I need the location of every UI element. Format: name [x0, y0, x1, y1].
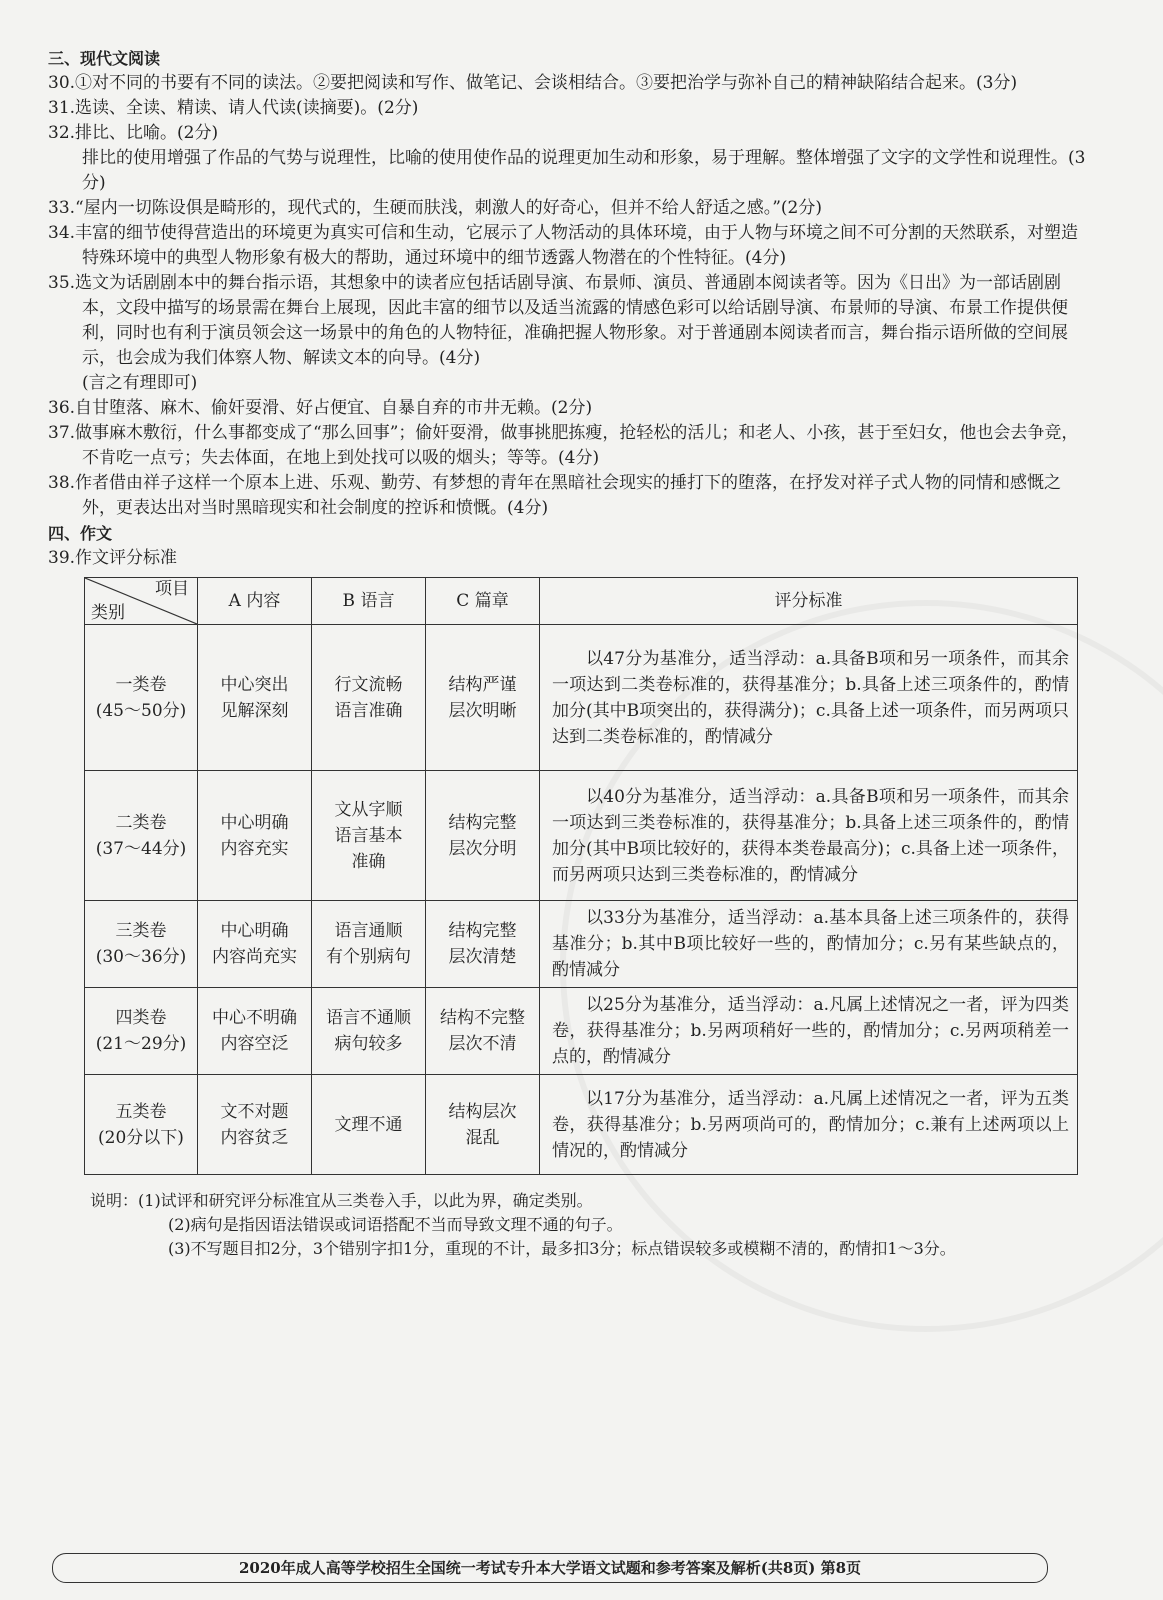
language-cell: 文从字顺 语言基本 准确	[312, 771, 426, 901]
answer-number: 38.	[48, 473, 76, 493]
section-title-composition: 四、作文	[48, 524, 113, 543]
category-cell: 一类卷 (45～50分)	[85, 625, 198, 771]
category-cell: 三类卷 (30～36分)	[85, 901, 198, 988]
answer-text: (言之有理即可)	[82, 373, 198, 393]
table-row	[85, 771, 1078, 901]
answer-item	[48, 96, 1088, 121]
table-row	[85, 625, 1078, 771]
content-cell: 中心不明确 内容空泛	[198, 988, 312, 1075]
answer-number: 30.	[48, 73, 76, 93]
answer-item	[48, 471, 1088, 521]
header-language: B 语言	[312, 578, 426, 625]
answer-item	[48, 121, 1088, 146]
content-cell: 中心明确 内容充实	[198, 771, 312, 901]
note-item: (2)病句是指因语法错误或词语搭配不当而导致文理不通的句子。	[168, 1215, 623, 1234]
answer-text: 选读、全读、精读、请人代读(读摘要)。(2分)	[75, 98, 419, 118]
answer-number: 32.	[48, 123, 76, 143]
table-row	[85, 988, 1078, 1075]
answer-number: 31.	[48, 98, 76, 118]
answer-item	[48, 221, 1088, 271]
section-title-modern-reading: 三、现代文阅读	[48, 49, 161, 68]
answer-text: ①对不同的书要有不同的读法。②要把阅读和写作、做笔记、会谈相结合。③要把治学与弥补自己的精神缺陷结合起来。(3分)	[75, 73, 1018, 93]
answer-text: 排比、比喻。(2分)	[75, 123, 219, 143]
header-structure: C 篇章	[426, 578, 540, 625]
answer-text: 丰富的细节使得营造出的环境更为真实可信和生动，它展示了人物活动的具体环境，由于人物与环境之间不可分割的天然联系，对塑造特殊环境中的典型人物形象有极大的帮助，通过环境中的细节透露人物潜在的个性特征。(4分)	[75, 223, 1079, 268]
answer-number: 37.	[48, 423, 76, 443]
answer-text: “屋内一切陈设俱是畸形的，现代式的，生硬而肤浅，刺激人的好奇心，但并不给人舒适之感。”(2分)	[75, 198, 823, 218]
answer-text: 做事麻木敷衍，什么事都变成了“那么回事”；偷奸耍滑，做事挑肥拣瘦，抢轻松的活儿；和老人、小孩，甚于至妇女，他也会去争竞，不肯吃一点亏；失去体面，在地上到处找可以吸的烟头；等等。(4分)	[75, 423, 1079, 468]
content-cell: 中心明确 内容尚充实	[198, 901, 312, 988]
criteria-cell: 以25分为基准分，适当浮动：a.凡属上述情况之一者，评为四类卷，获得基准分；b.另两项稍好一些的，酌情加分；c.另两项稍差一点的，酌情减分	[540, 988, 1078, 1075]
answer-item	[48, 271, 1088, 371]
criteria-cell: 以40分为基准分，适当浮动：a.具备B项和另一项条件，而其余一项达到三类卷标准的，获得基准分；b.具备上述三项条件的，酌情加分(其中B项比较好的，获得本类卷最高分)；c.具备上述一项条件，而另两项只达到三类卷标准的，酌情减分	[540, 771, 1078, 901]
structure-cell: 结构完整 层次清楚	[426, 901, 540, 988]
grading-table	[84, 577, 1078, 1175]
answer-item	[48, 421, 1088, 471]
note-item: 说明：(1)试评和研究评分标准宜从三类卷入手，以此为界，确定类别。	[90, 1191, 593, 1210]
language-cell: 语言不通顺 病句较多	[312, 988, 426, 1075]
answer-continuation	[48, 146, 1088, 196]
criteria-cell: 以17分为基准分，适当浮动：a.凡属上述情况之一者，评为五类卷，获得基准分；b.另两项尚可的，酌情加分；c.兼有上述两项以上情况的，酌情减分	[540, 1075, 1078, 1175]
content-cell: 文不对题 内容贫乏	[198, 1075, 312, 1175]
notes	[90, 1189, 1088, 1261]
language-cell: 行文流畅 语言准确	[312, 625, 426, 771]
corner-label-category: 类别	[91, 603, 125, 623]
category-cell: 二类卷 (37～44分)	[85, 771, 198, 901]
answer-text: 排比的使用增强了作品的气势与说理性，比喻的使用使作品的说理更加生动和形象，易于理解。整体增强了文字的文学性和说理性。(3分)	[82, 148, 1086, 193]
table-row	[85, 901, 1078, 988]
table-row	[85, 1075, 1078, 1175]
header-criteria: 评分标准	[540, 578, 1078, 625]
header-content: A 内容	[198, 578, 312, 625]
language-cell: 语言通顺 有个别病句	[312, 901, 426, 988]
criteria-cell: 以33分为基准分，适当浮动：a.基本具备上述三项条件的，获得基准分；b.其中B项比较好一些的，酌情加分；c.另有某些缺点的，酌情减分	[540, 901, 1078, 988]
structure-cell: 结构严谨 层次明晰	[426, 625, 540, 771]
category-cell: 五类卷 (20分以下)	[85, 1075, 198, 1175]
category-cell: 四类卷 (21～29分)	[85, 988, 198, 1075]
page-footer: 2020年成人高等学校招生全国统一考试专升本大学语文试题和参考答案及解析(共8页) 第8页	[52, 1553, 1048, 1583]
answer-item	[48, 196, 1088, 221]
answer-content	[48, 46, 1088, 1261]
answer-number: 34.	[48, 223, 76, 243]
answer-item	[48, 396, 1088, 421]
answer-text: 选文为话剧剧本中的舞台指示语，其想象中的读者应包括话剧导演、布景师、演员、普通剧本阅读者等。因为《日出》为一部话剧剧本，文段中描写的场景需在舞台上展现，因此丰富的细节以及适当流露的情感色彩可以给话剧导演、布景师的导演、布景工作提供便利，同时也有利于演员领会这一场景中的角色的人物特征，准确把握人物形象。对于普通剧本阅读者而言，舞台指示语所做的空间展示，也会成为我们体察人物、解读文本的向导。(4分)	[75, 273, 1068, 368]
table-corner-cell	[85, 578, 198, 625]
table-header-row	[85, 578, 1078, 625]
question-39-title: 39.作文评分标准	[48, 548, 178, 568]
answer-text: 自甘堕落、麻木、偷奸耍滑、好占便宜、自暴自弃的市井无赖。(2分)	[75, 398, 593, 418]
answer-number: 36.	[48, 398, 76, 418]
answer-continuation	[48, 371, 1088, 396]
answer-number: 33.	[48, 198, 76, 218]
corner-label-item: 项目	[155, 579, 189, 599]
answer-item	[48, 71, 1088, 96]
criteria-cell: 以47分为基准分，适当浮动：a.具备B项和另一项条件，而其余一项达到二类卷标准的，获得基准分；b.具备上述三项条件的，酌情加分(其中B项突出的，获得满分)；c.具备上述一项条件，而另两项只达到二类卷标准的，酌情减分	[540, 625, 1078, 771]
answer-number: 35.	[48, 273, 76, 293]
answer-text: 作者借由祥子这样一个原本上进、乐观、勤劳、有梦想的青年在黑暗社会现实的捶打下的堕落，在抒发对祥子式人物的同情和感慨之外，更表达出对当时黑暗现实和社会制度的控诉和愤慨。(4分)	[75, 473, 1062, 518]
structure-cell: 结构层次 混乱	[426, 1075, 540, 1175]
structure-cell: 结构完整 层次分明	[426, 771, 540, 901]
notes-label: 说明：	[90, 1191, 139, 1210]
language-cell: 文理不通	[312, 1075, 426, 1175]
note-item: (3)不写题目扣2分，3个错别字扣1分，重现的不计，最多扣3分；标点错误较多或模糊不清的，酌情扣1～3分。	[168, 1239, 956, 1258]
structure-cell: 结构不完整 层次不清	[426, 988, 540, 1075]
content-cell: 中心突出 见解深刻	[198, 625, 312, 771]
answer-list	[48, 71, 1088, 521]
